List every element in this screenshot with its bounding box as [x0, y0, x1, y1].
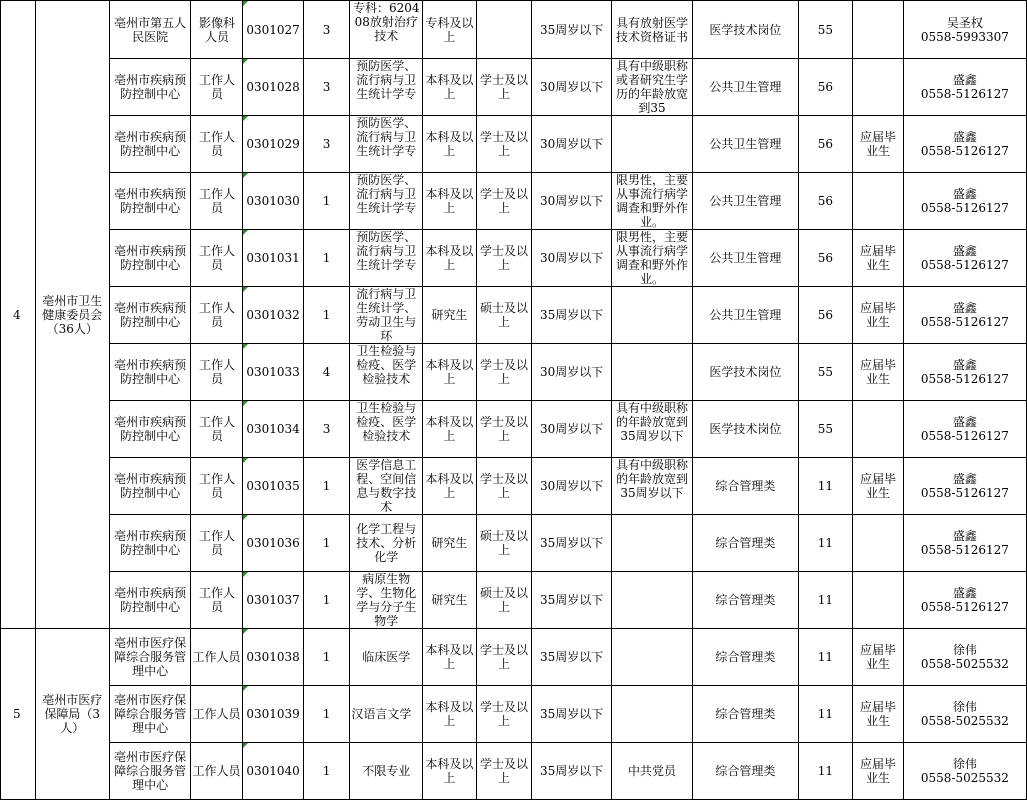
count-cell[interactable]: 1	[303, 173, 350, 230]
unit-cell[interactable]: 亳州市医疗保障综合服务管理中心	[109, 629, 191, 686]
code-cell[interactable]: 0301028	[243, 59, 303, 116]
age-cell[interactable]: 30周岁以下	[532, 230, 612, 287]
table-row	[1, 458, 1027, 515]
count-cell[interactable]: 1	[303, 458, 350, 515]
post-cell[interactable]: 工作人员	[191, 629, 243, 686]
major-cell[interactable]: 医学信息工程、空间信息与数字技术	[350, 458, 423, 515]
degree-cell[interactable]: 硕士及以上	[476, 515, 532, 572]
count-cell[interactable]: 4	[303, 344, 350, 401]
education-cell[interactable]: 本科及以上	[423, 344, 477, 401]
contact-phone: 0558-5993307	[920, 29, 1009, 44]
comment-marker-icon	[243, 572, 248, 577]
exam-code-cell[interactable]: 11	[798, 515, 852, 572]
age-cell[interactable]: 35周岁以下	[532, 515, 612, 572]
major-cell[interactable]: 预防医学、流行病与卫生统计学专	[350, 230, 423, 287]
degree-cell[interactable]: 学士及以上	[476, 230, 532, 287]
contact-cell[interactable]	[903, 743, 1026, 800]
code-cell[interactable]: 0301037	[243, 572, 303, 629]
table-row	[1, 344, 1027, 401]
other-cell[interactable]	[611, 686, 692, 743]
count-cell[interactable]: 3	[303, 401, 350, 458]
count-cell[interactable]: 3	[303, 59, 350, 116]
major-cell[interactable]: 临床医学	[350, 629, 423, 686]
post-cell[interactable]: 工作人员	[191, 572, 243, 629]
table-row	[1, 116, 1027, 173]
target-cell[interactable]	[853, 572, 904, 629]
contact-phone: 0558-5126127	[920, 87, 1009, 101]
other-cell[interactable]	[611, 515, 692, 572]
degree-cell[interactable]: 学士及以上	[476, 59, 532, 116]
major-cell[interactable]: 预防医学、流行病与卫生统计学专	[350, 116, 423, 173]
major-cell[interactable]: 预防医学、流行病与卫生统计学专	[350, 59, 423, 116]
other-cell[interactable]	[611, 344, 692, 401]
table-row	[1, 287, 1027, 344]
age-cell[interactable]: 30周岁以下	[532, 59, 612, 116]
comment-marker-icon	[243, 401, 248, 406]
education-cell[interactable]: 研究生	[423, 287, 477, 344]
count-cell[interactable]: 1	[303, 743, 350, 800]
target-cell[interactable]: 应届毕业生	[853, 686, 904, 743]
other-cell[interactable]: 限男性，主要从事流行病学调查和野外作业。	[611, 230, 692, 287]
exam-code-cell[interactable]: 56	[798, 230, 852, 287]
exam-code-cell[interactable]: 56	[798, 59, 852, 116]
contact-phone: 0558-5126127	[920, 201, 1009, 215]
age-cell[interactable]: 35周岁以下	[532, 572, 612, 629]
comment-marker-icon	[243, 230, 248, 235]
table-row	[1, 401, 1027, 458]
code-cell[interactable]: 0301030	[243, 173, 303, 230]
exam-category-cell[interactable]: 综合管理类	[692, 629, 798, 686]
contact-name: 盛鑫	[952, 244, 977, 258]
comment-marker-icon	[243, 458, 248, 463]
contact-phone: 0558-5126127	[920, 315, 1009, 329]
age-cell[interactable]: 35周岁以下	[532, 629, 612, 686]
table-row	[1, 1, 1027, 59]
other-cell[interactable]: 具有中级职称的年龄放宽到35周岁以下	[611, 458, 692, 515]
degree-cell[interactable]: 学士及以上	[476, 116, 532, 173]
unit-cell[interactable]: 亳州市疾病预防控制中心	[109, 515, 191, 572]
comment-marker-icon	[243, 1, 248, 6]
unit-cell[interactable]: 亳州市疾病预防控制中心	[109, 572, 191, 629]
major-cell[interactable]: 卫生检验与检疫、医学检验技术	[350, 344, 423, 401]
contact-phone: 0558-5126127	[920, 258, 1009, 272]
code-cell[interactable]: 0301033	[243, 344, 303, 401]
exam-category-cell[interactable]: 公共卫生管理	[692, 116, 798, 173]
other-cell[interactable]: 中共党员	[611, 743, 692, 800]
unit-cell[interactable]: 亳州市疾病预防控制中心	[109, 401, 191, 458]
contact-name: 盛鑫	[952, 415, 977, 429]
exam-category-cell[interactable]: 公共卫生管理	[692, 230, 798, 287]
contact-phone: 0558-5025532	[920, 657, 1009, 671]
exam-category-cell[interactable]: 公共卫生管理	[692, 59, 798, 116]
unit-cell[interactable]: 亳州市疾病预防控制中心	[109, 116, 191, 173]
seq-cell[interactable]: 5	[1, 629, 36, 800]
exam-code-cell[interactable]: 11	[798, 458, 852, 515]
count-cell[interactable]: 1	[303, 230, 350, 287]
exam-code-cell[interactable]: 56	[798, 173, 852, 230]
education-cell[interactable]: 本科及以上	[423, 173, 477, 230]
contact-cell[interactable]	[903, 515, 1026, 572]
age-cell[interactable]: 30周岁以下	[532, 401, 612, 458]
department-cell[interactable]: 亳州市卫生健康委员会（36人）	[35, 1, 109, 629]
degree-cell[interactable]: 学士及以上	[476, 458, 532, 515]
degree-cell[interactable]: 学士及以上	[476, 743, 532, 800]
count-cell[interactable]: 1	[303, 629, 350, 686]
age-cell[interactable]: 30周岁以下	[532, 458, 612, 515]
other-cell[interactable]	[611, 116, 692, 173]
education-cell[interactable]: 本科及以上	[423, 686, 477, 743]
exam-category-cell[interactable]: 综合管理类	[692, 572, 798, 629]
contact-cell[interactable]	[903, 116, 1026, 173]
other-cell[interactable]	[611, 629, 692, 686]
code-cell[interactable]: 0301036	[243, 515, 303, 572]
education-cell[interactable]: 本科及以上	[423, 743, 477, 800]
contact-cell[interactable]	[903, 686, 1026, 743]
exam-code-cell[interactable]: 55	[798, 344, 852, 401]
contact-phone: 0558-5126127	[920, 600, 1009, 614]
education-cell[interactable]: 本科及以上	[423, 401, 477, 458]
contact-name: 徐伟	[952, 757, 977, 771]
other-cell[interactable]: 限男性，主要从事流行病学调查和野外作业。	[611, 173, 692, 230]
contact-cell[interactable]	[903, 458, 1026, 515]
unit-cell[interactable]: 亳州市第五人民医院	[109, 1, 191, 59]
education-cell[interactable]: 本科及以上	[423, 629, 477, 686]
target-cell[interactable]: 应届毕业生	[853, 743, 904, 800]
degree-cell[interactable]: 硕士及以上	[476, 572, 532, 629]
contact-name: 盛鑫	[952, 187, 977, 201]
age-cell[interactable]: 35周岁以下	[532, 287, 612, 344]
target-cell[interactable]	[853, 59, 904, 116]
other-cell[interactable]: 具有中级职称或者研究生学历的年龄放宽到35	[611, 59, 692, 116]
other-cell[interactable]	[611, 287, 692, 344]
post-cell[interactable]: 工作人员	[191, 401, 243, 458]
education-cell[interactable]: 本科及以上	[423, 59, 477, 116]
post-cell[interactable]: 影像科人员	[191, 1, 243, 59]
contact-name: 吴圣权	[946, 15, 983, 30]
target-cell[interactable]	[853, 1, 904, 59]
contact-phone: 0558-5126127	[920, 543, 1009, 557]
target-cell[interactable]: 应届毕业生	[853, 458, 904, 515]
exam-category-cell[interactable]: 医学技术岗位	[692, 1, 798, 59]
code-cell[interactable]: 0301038	[243, 629, 303, 686]
education-cell[interactable]: 本科及以上	[423, 230, 477, 287]
table-row	[1, 230, 1027, 287]
degree-cell[interactable]	[476, 1, 532, 59]
exam-category-cell[interactable]: 综合管理类	[692, 515, 798, 572]
post-cell[interactable]: 工作人员	[191, 344, 243, 401]
contact-cell[interactable]	[903, 1, 1026, 59]
education-cell[interactable]: 本科及以上	[423, 458, 477, 515]
degree-cell[interactable]: 学士及以上	[476, 173, 532, 230]
post-cell[interactable]: 工作人员	[191, 743, 243, 800]
contact-name: 盛鑫	[952, 301, 977, 315]
contact-name: 徐伟	[952, 700, 977, 714]
comment-marker-icon	[243, 686, 248, 691]
major-cell[interactable]: 预防医学、流行病与卫生统计学专	[350, 173, 423, 230]
count-cell[interactable]: 3	[303, 1, 350, 59]
education-cell[interactable]: 本科及以上	[423, 116, 477, 173]
contact-cell[interactable]	[903, 629, 1026, 686]
contact-cell[interactable]	[903, 344, 1026, 401]
target-cell[interactable]	[853, 515, 904, 572]
exam-category-cell[interactable]: 医学技术岗位	[692, 344, 798, 401]
unit-cell[interactable]: 亳州市医疗保障综合服务管理中心	[109, 686, 191, 743]
exam-code-cell[interactable]: 55	[798, 1, 852, 59]
degree-cell[interactable]: 硕士及以上	[476, 287, 532, 344]
exam-category-cell[interactable]: 综合管理类	[692, 458, 798, 515]
comment-marker-icon	[243, 629, 248, 634]
contact-name: 盛鑫	[952, 73, 977, 87]
code-cell[interactable]: 0301034	[243, 401, 303, 458]
degree-cell[interactable]: 学士及以上	[476, 344, 532, 401]
post-cell[interactable]: 工作人员	[191, 59, 243, 116]
contact-phone: 0558-5126127	[920, 429, 1009, 443]
code-cell[interactable]: 0301035	[243, 458, 303, 515]
table-row	[1, 59, 1027, 116]
degree-cell[interactable]: 学士及以上	[476, 629, 532, 686]
table-row	[1, 173, 1027, 230]
exam-category-cell[interactable]: 公共卫生管理	[692, 173, 798, 230]
exam-category-cell[interactable]: 医学技术岗位	[692, 401, 798, 458]
table-row	[1, 629, 1027, 686]
degree-cell[interactable]: 学士及以上	[476, 401, 532, 458]
contact-name: 盛鑫	[952, 529, 977, 543]
contact-cell[interactable]	[903, 287, 1026, 344]
comment-marker-icon	[243, 59, 248, 64]
contact-cell[interactable]	[903, 572, 1026, 629]
exam-code-cell[interactable]: 11	[798, 743, 852, 800]
contact-cell[interactable]	[903, 401, 1026, 458]
contact-cell[interactable]	[903, 230, 1026, 287]
unit-cell[interactable]: 亳州市医疗保障综合服务管理中心	[109, 743, 191, 800]
contact-phone: 0558-5025532	[920, 771, 1009, 785]
target-cell[interactable]	[853, 173, 904, 230]
table-row	[1, 686, 1027, 743]
post-cell[interactable]: 工作人员	[191, 515, 243, 572]
age-cell[interactable]: 30周岁以下	[532, 116, 612, 173]
education-cell[interactable]: 研究生	[423, 572, 477, 629]
code-cell[interactable]: 0301032	[243, 287, 303, 344]
comment-marker-icon	[243, 344, 248, 349]
exam-code-cell[interactable]: 11	[798, 572, 852, 629]
contact-name: 盛鑫	[952, 358, 977, 372]
comment-marker-icon	[243, 116, 248, 121]
target-cell[interactable]: 应届毕业生	[853, 287, 904, 344]
other-cell[interactable]	[611, 572, 692, 629]
contact-name: 盛鑫	[952, 130, 977, 144]
education-cell[interactable]: 研究生	[423, 515, 477, 572]
target-cell[interactable]: 应届毕业生	[853, 344, 904, 401]
other-cell[interactable]: 具有中级职称的年龄放宽到35周岁以下	[611, 401, 692, 458]
post-cell[interactable]: 工作人员	[191, 116, 243, 173]
exam-category-cell[interactable]: 公共卫生管理	[692, 287, 798, 344]
code-cell[interactable]: 0301039	[243, 686, 303, 743]
post-cell[interactable]: 工作人员	[191, 173, 243, 230]
table-row	[1, 743, 1027, 800]
contact-phone: 0558-5126127	[920, 372, 1009, 386]
exam-category-cell[interactable]: 综合管理类	[692, 743, 798, 800]
age-cell[interactable]: 35周岁以下	[532, 743, 612, 800]
contact-phone: 0558-5025532	[920, 714, 1009, 728]
count-cell[interactable]: 1	[303, 572, 350, 629]
contact-phone: 0558-5126127	[920, 144, 1009, 158]
contact-phone: 0558-5126127	[920, 486, 1009, 500]
major-cell[interactable]: 流行病与卫生统计学、劳动卫生与环	[350, 287, 423, 344]
unit-cell[interactable]: 亳州市疾病预防控制中心	[109, 344, 191, 401]
exam-code-cell[interactable]: 55	[798, 401, 852, 458]
contact-name: 盛鑫	[952, 472, 977, 486]
count-cell[interactable]: 1	[303, 686, 350, 743]
code-cell[interactable]: 0301029	[243, 116, 303, 173]
code-cell[interactable]: 0301027	[243, 1, 303, 59]
target-cell[interactable]: 应届毕业生	[853, 116, 904, 173]
education-cell[interactable]: 专科及以上	[423, 1, 477, 59]
post-cell[interactable]: 工作人员	[191, 686, 243, 743]
count-cell[interactable]: 1	[303, 515, 350, 572]
major-cell[interactable]: 不限专业	[350, 743, 423, 800]
post-cell[interactable]: 工作人员	[191, 287, 243, 344]
comment-marker-icon	[243, 173, 248, 178]
code-cell[interactable]: 0301031	[243, 230, 303, 287]
count-cell[interactable]: 3	[303, 116, 350, 173]
comment-marker-icon	[243, 515, 248, 520]
contact-name: 徐伟	[952, 643, 977, 657]
exam-code-cell[interactable]: 56	[798, 116, 852, 173]
major-cell[interactable]: 汉语言文学	[350, 686, 423, 743]
comment-marker-icon	[243, 287, 248, 292]
age-cell[interactable]: 30周岁以下	[532, 173, 612, 230]
unit-cell[interactable]: 亳州市疾病预防控制中心	[109, 287, 191, 344]
major-cell[interactable]: 病原生物学、生物化学与分子生物学	[350, 572, 423, 629]
unit-cell[interactable]: 亳州市疾病预防控制中心	[109, 458, 191, 515]
unit-cell[interactable]: 亳州市疾病预防控制中心	[109, 230, 191, 287]
target-cell[interactable]	[853, 401, 904, 458]
target-cell[interactable]: 应届毕业生	[853, 629, 904, 686]
unit-cell[interactable]: 亳州市疾病预防控制中心	[109, 173, 191, 230]
degree-cell[interactable]: 学士及以上	[476, 686, 532, 743]
age-cell[interactable]: 35周岁以下	[532, 1, 612, 59]
post-cell[interactable]: 工作人员	[191, 230, 243, 287]
exam-code-cell[interactable]: 56	[798, 287, 852, 344]
post-cell[interactable]: 工作人员	[191, 458, 243, 515]
target-cell[interactable]: 应届毕业生	[853, 230, 904, 287]
age-cell[interactable]: 30周岁以下	[532, 344, 612, 401]
contact-cell[interactable]	[903, 59, 1026, 116]
unit-cell[interactable]: 亳州市疾病预防控制中心	[109, 59, 191, 116]
table-row	[1, 515, 1027, 572]
age-cell[interactable]: 35周岁以下	[532, 686, 612, 743]
department-cell[interactable]: 亳州市医疗保障局（3人）	[35, 629, 109, 800]
exam-code-cell[interactable]: 11	[798, 686, 852, 743]
table-row	[1, 572, 1027, 629]
major-cell[interactable]: 卫生检验与检疫、医学检验技术	[350, 401, 423, 458]
code-cell[interactable]: 0301040	[243, 743, 303, 800]
seq-cell[interactable]: 4	[1, 1, 36, 629]
contact-cell[interactable]	[903, 173, 1026, 230]
exam-category-cell[interactable]: 综合管理类	[692, 686, 798, 743]
count-cell[interactable]: 1	[303, 287, 350, 344]
major-cell[interactable]: 化学工程与技术、分析化学	[350, 515, 423, 572]
exam-code-cell[interactable]: 11	[798, 629, 852, 686]
comment-marker-icon	[243, 743, 248, 748]
contact-name: 盛鑫	[952, 586, 977, 600]
major-cell[interactable]: 专科：620408放射治疗技术	[350, 1, 423, 59]
other-cell[interactable]: 具有放射医学技术资格证书	[611, 1, 692, 59]
